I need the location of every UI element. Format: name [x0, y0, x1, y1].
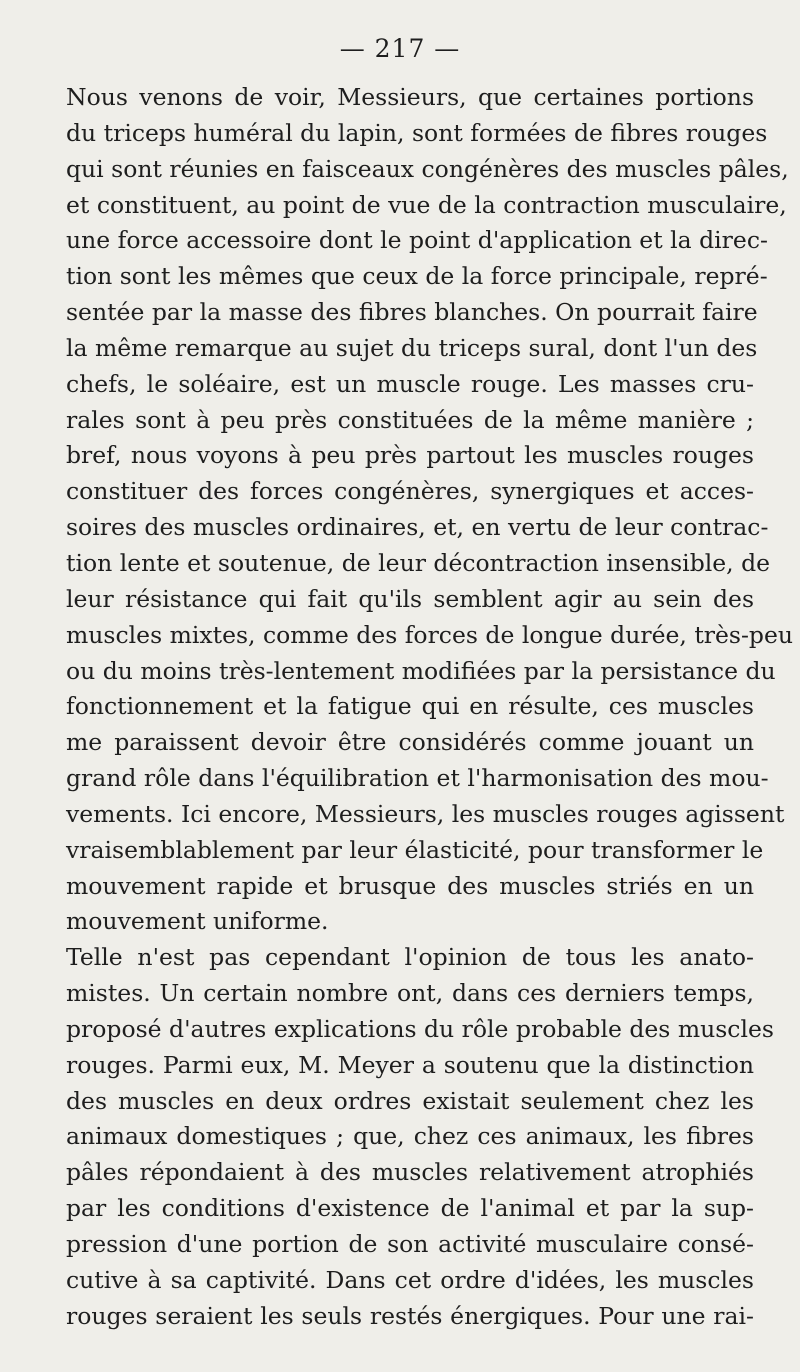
text-line: la même remarque au sujet du triceps sural, dont l'un des — [66, 333, 758, 362]
text-line: qui sont réunies en faisceaux congénères des muscles pâles, — [66, 154, 789, 183]
text-line: soires des muscles ordinaires, et, en vertu de leur contrac- — [66, 513, 769, 542]
text-line: me paraissent devoir être considérés comme jouant un — [66, 728, 754, 757]
text-line: une force accessoire dont le point d'application et la direc- — [66, 226, 768, 255]
text-line: tion sont les mêmes que ceux de la force principale, repré- — [66, 262, 768, 291]
paragraph-1 — [48, 80, 794, 940]
text-line: tion lente et soutenue, de leur décontraction insensible, de — [66, 548, 771, 577]
text-line: des muscles en deux ordres existait seulement chez les — [66, 1086, 754, 1115]
text-line: ou du moins très-lentement modifiées par la persistance du — [66, 656, 776, 685]
text-line: fonctionnement et la fatigue qui en résulte, ces muscles — [66, 692, 754, 721]
text-line: rales sont à peu près constituées de la même manière ; — [66, 405, 754, 434]
text-line: rouges seraient les seuls restés énergiques. Pour une rai- — [66, 1301, 754, 1330]
text-line: rouges. Parmi eux, M. Meyer a soutenu que la distinction — [66, 1050, 754, 1079]
text-line: bref, nous voyons à peu près partout les muscles rouges — [66, 441, 754, 470]
paragraph-2 — [48, 940, 774, 1334]
text-line: animaux domestiques ; que, chez ces animaux, les fibres — [66, 1122, 754, 1151]
text-line: et constituent, au point de vue de la contraction musculaire, — [66, 190, 787, 219]
text-line: sentée par la masse des fibres blanches. On pourrait faire — [66, 298, 758, 327]
text-line: du triceps huméral du lapin, sont formées de fibres rouges — [66, 118, 768, 147]
page-number: — 217 — — [339, 34, 461, 63]
text-line: proposé d'autres explications du rôle probable des muscles — [66, 1014, 774, 1043]
text-line: Nous venons de voir, Messieurs, que certaines portions — [66, 83, 754, 111]
text-line: vraisemblablement par leur élasticité, pour transformer le — [66, 835, 764, 864]
text-line: pâles répondaient à des muscles relativement atrophiés — [66, 1158, 754, 1187]
text-line: mistes. Un certain nombre ont, dans ces derniers temps, — [66, 979, 754, 1008]
body-text — [48, 80, 794, 1335]
text-line: Telle n'est pas cependant l'opinion de tous les anato- — [66, 943, 754, 972]
text-line: chefs, le soléaire, est un muscle rouge. Les masses cru- — [66, 369, 754, 398]
text-line: grand rôle dans l'équilibration et l'harmonisation des mou- — [66, 764, 769, 793]
text-line: pression d'une portion de son activité musculaire consé- — [66, 1230, 754, 1258]
text-line: cutive à sa captivité. Dans cet ordre d'idées, les muscles — [66, 1265, 754, 1294]
text-line: mouvement rapide et brusque des muscles striés en un — [66, 871, 754, 900]
text-line: vements. Ici encore, Messieurs, les muscles rouges agissent — [66, 799, 785, 828]
text-line: par les conditions d'existence de l'animal et par la sup- — [66, 1194, 754, 1223]
text-line: mouvement uniforme. — [66, 907, 329, 936]
text-line: muscles mixtes, comme des forces de longue durée, très-peu — [66, 620, 794, 649]
text-line: constituer des forces congénères, synergiques et acces- — [66, 477, 754, 506]
text-line: leur résistance qui fait qu'ils semblent agir au sein des — [66, 584, 754, 613]
